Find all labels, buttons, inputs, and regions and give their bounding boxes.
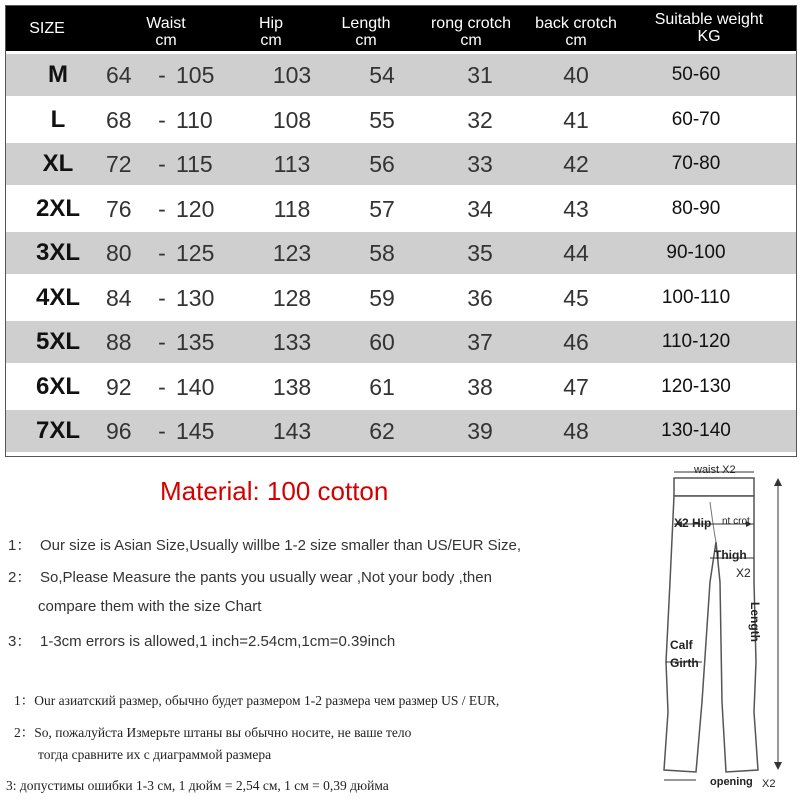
hip-cell: 128 xyxy=(272,285,312,311)
table-row xyxy=(6,277,796,319)
weight-cell: 130-140 xyxy=(661,420,731,441)
header-hip: Hip cm xyxy=(258,15,283,49)
front-crotch-label: nt crot xyxy=(722,516,750,527)
length-cell: 54 xyxy=(369,62,395,88)
length-cell: 58 xyxy=(369,240,395,266)
hip-cell: 143 xyxy=(272,418,312,444)
pants-measurement-diagram xyxy=(650,462,796,796)
header-rong-crotch: rong crotch cm xyxy=(430,15,512,49)
size-cell: 5XL xyxy=(35,328,80,355)
note-ru-2-continued: тогда сравните их с диаграммой размера xyxy=(38,747,272,762)
waist-min-cell: 64 xyxy=(106,62,132,88)
rong-crotch-cell: 32 xyxy=(467,107,493,133)
length-cell: 56 xyxy=(369,151,395,177)
rong-crotch-cell: 36 xyxy=(467,285,493,311)
length-cell: 62 xyxy=(369,418,395,444)
weight-cell: 50-60 xyxy=(671,64,721,85)
note-en-2 xyxy=(8,566,492,587)
back-crotch-cell: 41 xyxy=(563,107,589,133)
weight-cell: 100-110 xyxy=(661,287,731,308)
hip-cell: 103 xyxy=(272,62,312,88)
pants-outline-icon xyxy=(650,462,796,796)
rong-crotch-cell: 38 xyxy=(467,374,493,400)
note-ru-2: 2：So, пожалуйста Измерьте штаны вы обычно носите, не ваше тело xyxy=(14,725,412,740)
range-dash: - xyxy=(158,418,166,444)
size-chart-table xyxy=(5,5,797,457)
range-dash: - xyxy=(158,62,166,88)
thigh-x2-label: X2 xyxy=(736,566,751,580)
table-row xyxy=(6,143,796,185)
size-cell: L xyxy=(50,106,66,133)
size-cell: 4XL xyxy=(35,284,80,311)
waist-max-cell: 110 xyxy=(176,107,213,133)
hip-cell: 108 xyxy=(272,107,312,133)
rong-crotch-cell: 34 xyxy=(467,196,493,222)
back-crotch-cell: 47 xyxy=(563,374,589,400)
opening-label: opening xyxy=(710,776,753,788)
back-crotch-cell: 46 xyxy=(563,329,589,355)
back-crotch-cell: 44 xyxy=(563,240,589,266)
note-ru-1: 1：Our азиатский размер, обычно будет размером 1-2 размера чем размер US / EUR, xyxy=(14,693,500,708)
range-dash: - xyxy=(158,151,166,177)
thigh-label: Thigh xyxy=(714,548,747,562)
note-en-3 xyxy=(8,630,395,651)
girth-label: Girth xyxy=(670,656,699,670)
back-crotch-cell: 45 xyxy=(563,285,589,311)
size-cell: XL xyxy=(42,150,74,177)
hip-cell: 138 xyxy=(272,374,312,400)
table-row xyxy=(6,410,796,452)
waist-max-cell: 130 xyxy=(176,285,215,311)
note-number: 1： xyxy=(8,537,32,554)
back-crotch-cell: 43 xyxy=(563,196,589,222)
waist-max-cell: 115 xyxy=(176,151,213,177)
waist-min-cell: 92 xyxy=(106,374,132,400)
length-cell: 59 xyxy=(369,285,395,311)
waist-min-cell: 96 xyxy=(106,418,132,444)
range-dash: - xyxy=(158,240,166,266)
waist-min-cell: 68 xyxy=(106,107,132,133)
table-row xyxy=(6,366,796,408)
note-ru-3: 3: допустимы ошибки 1-3 см, 1 дюйм = 2,54 см, 1 см = 0,39 дюйма xyxy=(6,778,389,793)
weight-cell: 60-70 xyxy=(671,109,721,130)
waist-min-cell: 72 xyxy=(106,151,132,177)
waist-max-cell: 135 xyxy=(176,329,215,355)
weight-cell: 90-100 xyxy=(666,242,726,263)
weight-cell: 70-80 xyxy=(671,153,721,174)
size-cell: 7XL xyxy=(35,417,80,444)
length-cell: 55 xyxy=(369,107,395,133)
size-cell: 6XL xyxy=(35,373,80,400)
weight-cell: 110-120 xyxy=(661,331,731,352)
waist-max-cell: 120 xyxy=(176,196,215,222)
hip-cell: 133 xyxy=(272,329,312,355)
note-number: 3： xyxy=(8,633,32,650)
length-cell: 61 xyxy=(369,374,395,400)
table-row xyxy=(6,321,796,363)
material-title: Material: 100 cotton xyxy=(160,476,389,506)
rong-crotch-cell: 35 xyxy=(467,240,493,266)
hip-cell: 123 xyxy=(272,240,312,266)
waist-max-cell: 140 xyxy=(176,374,215,400)
note-text: So,Please Measure the pants you usually wear ,Not your body ,then xyxy=(40,569,492,586)
waist-min-cell: 84 xyxy=(106,285,132,311)
rong-crotch-cell: 31 xyxy=(467,62,493,88)
table-header xyxy=(6,6,796,51)
rong-crotch-cell: 33 xyxy=(467,151,493,177)
range-dash: - xyxy=(158,107,166,133)
length-label: Length xyxy=(748,602,762,642)
header-size: SIZE xyxy=(29,20,65,37)
size-cell: 2XL xyxy=(35,195,80,222)
size-cell: M xyxy=(48,61,68,88)
weight-cell: 80-90 xyxy=(671,198,721,219)
rong-crotch-cell: 37 xyxy=(467,329,493,355)
note-en-2-continued xyxy=(38,598,261,615)
table-row xyxy=(6,99,796,141)
header-weight: Suitable weight KG xyxy=(654,11,764,45)
table-row xyxy=(6,188,796,230)
hip-cell: 113 xyxy=(273,151,311,177)
waist-max-cell: 145 xyxy=(176,418,215,444)
waist-label: waist X2 xyxy=(694,464,736,476)
note-text: compare them with the size Chart xyxy=(38,598,262,615)
header-length: Length cm xyxy=(341,15,391,49)
waist-min-cell: 80 xyxy=(106,240,132,266)
note-en-1 xyxy=(8,534,521,555)
table-row xyxy=(6,54,796,96)
back-crotch-cell: 40 xyxy=(563,62,589,88)
hip-label: X2 Hip xyxy=(674,516,712,530)
calf-label: Calf xyxy=(670,638,693,652)
header-back-crotch: back crotch cm xyxy=(535,15,617,49)
hip-cell: 118 xyxy=(273,196,311,222)
range-dash: - xyxy=(158,285,166,311)
range-dash: - xyxy=(158,329,166,355)
waist-min-cell: 76 xyxy=(106,196,132,222)
back-crotch-cell: 48 xyxy=(563,418,589,444)
weight-cell: 120-130 xyxy=(661,376,731,397)
opening-x2-label: X2 xyxy=(762,778,776,790)
table-row xyxy=(6,232,796,274)
waist-min-cell: 88 xyxy=(106,329,132,355)
note-text: Our size is Asian Size,Usually willbe 1-2 size smaller than US/EUR Size, xyxy=(40,537,522,554)
size-cell: 3XL xyxy=(35,239,80,266)
header-waist: Waist cm xyxy=(146,15,186,49)
waist-max-cell: 105 xyxy=(176,62,215,88)
range-dash: - xyxy=(158,374,166,400)
back-crotch-cell: 42 xyxy=(563,151,589,177)
note-number: 2： xyxy=(8,569,32,586)
rong-crotch-cell: 39 xyxy=(467,418,493,444)
waist-max-cell: 125 xyxy=(176,240,215,266)
length-cell: 60 xyxy=(369,329,395,355)
note-text: 1-3cm errors is allowed,1 inch=2.54cm,1cm=0.39inch xyxy=(40,633,396,650)
length-cell: 57 xyxy=(369,196,395,222)
range-dash: - xyxy=(158,196,166,222)
